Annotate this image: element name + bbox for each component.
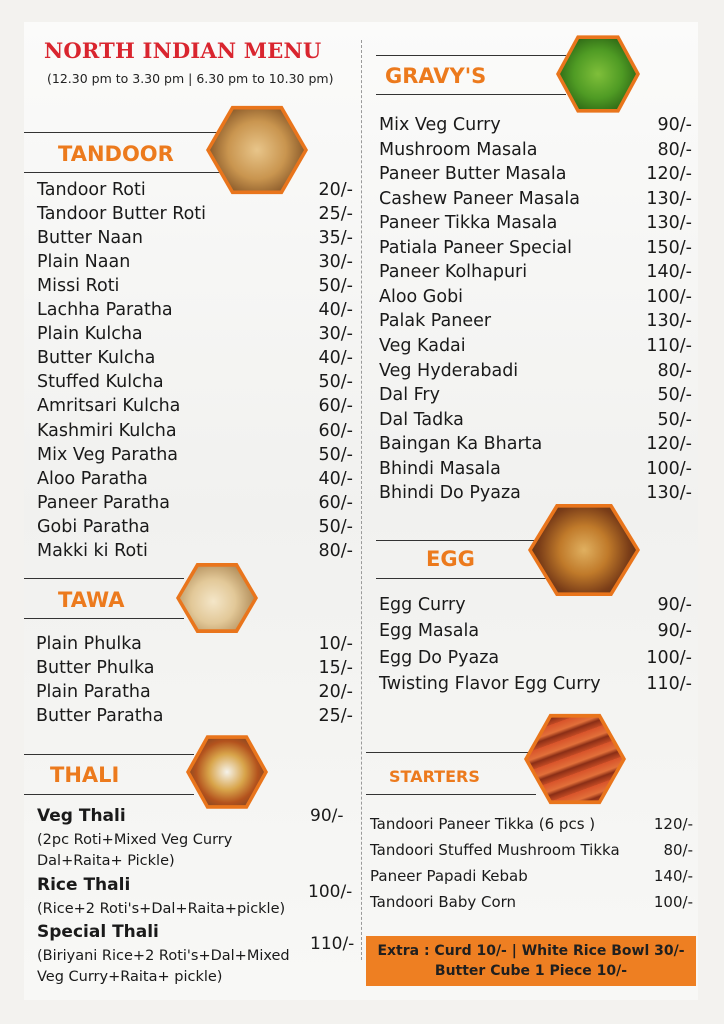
menu-item-price: 100/-: [646, 286, 692, 307]
menu-item: [37, 298, 353, 322]
extra-banner: [366, 936, 696, 986]
egg-line-bottom: [376, 578, 546, 579]
menu-item: [379, 187, 692, 211]
menu-item-price: 60/-: [318, 492, 353, 513]
menu-item-price: 30/-: [318, 324, 353, 345]
menu-item-price: 60/-: [318, 420, 353, 441]
menu-item-name: Veg Hyderabadi: [379, 360, 519, 381]
menu-item-price: 25/-: [318, 204, 353, 225]
menu-item-price: 40/-: [318, 300, 353, 321]
veg-thali-price: 90/-: [310, 806, 344, 826]
menu-item-price: 35/-: [318, 228, 353, 249]
menu-item-price: 50/-: [657, 385, 692, 406]
menu-item: [379, 432, 692, 456]
menu-item: [379, 138, 692, 162]
menu-item-name: Mix Veg Paratha: [37, 444, 179, 465]
menu-item: [37, 274, 353, 298]
menu-item-name: Egg Curry: [379, 595, 466, 615]
tawa-line: [24, 578, 184, 579]
menu-item-name: Plain Kulcha: [37, 324, 143, 345]
special-thali-desc-1: (Biriyani Rice+2 Roti's+Dal+Mixed: [37, 948, 290, 964]
menu-item-name: Mushroom Masala: [379, 139, 538, 160]
menu-item-price: 80/-: [657, 360, 692, 381]
menu-item-price: 120/-: [646, 164, 692, 185]
thali-line: [24, 754, 194, 755]
extra-line-2: Butter Cube 1 Piece 10/-: [434, 963, 628, 979]
menu-item-price: 50/-: [318, 276, 353, 297]
veg-thali-name: Veg Thali: [37, 806, 126, 826]
rice-thali-price: 100/-: [308, 882, 353, 902]
menu-item-name: Butter Phulka: [36, 658, 155, 679]
rice-thali-name: Rice Thali: [37, 875, 131, 895]
starters-line: [366, 752, 536, 753]
menu-item-price: 25/-: [318, 706, 353, 727]
menu-item: [379, 334, 692, 358]
menu-item: [36, 680, 353, 704]
menu-item-name: Butter Paratha: [36, 706, 164, 727]
menu-item: [37, 346, 353, 370]
menu-item-price: 130/-: [646, 213, 692, 234]
menu-item: [37, 419, 353, 443]
menu-item-price: 90/-: [657, 621, 692, 642]
menu-item-name: Tandoor Butter Roti: [37, 204, 207, 225]
menu-item: [379, 359, 692, 383]
menu-item: [370, 890, 693, 914]
menu-item-price: 130/-: [646, 311, 692, 332]
special-thali-price: 110/-: [310, 934, 355, 954]
tandoor-title: TANDOOR: [58, 142, 174, 166]
gravys-line: [376, 55, 566, 56]
menu-item-price: 140/-: [646, 262, 692, 283]
egg-title: EGG: [426, 547, 475, 571]
veg-thali-desc-1: (2pc Roti+Mixed Veg Curry: [37, 832, 233, 848]
menu-item-price: 30/-: [318, 252, 353, 273]
menu-item: [379, 309, 692, 333]
tawa-line-bottom: [24, 618, 184, 619]
menu-item-name: Bhindi Masala: [379, 458, 501, 479]
menu-item-name: Mix Veg Curry: [379, 115, 501, 135]
menu-item-price: 10/-: [318, 634, 353, 654]
menu-item-price: 80/-: [657, 139, 692, 160]
menu-item-price: 140/-: [653, 867, 693, 885]
special-thali-desc-2: Veg Curry+Raita+ pickle): [37, 969, 223, 985]
starters-title: STARTERS: [389, 767, 480, 786]
menu-item: [370, 864, 693, 888]
menu-item: [379, 162, 692, 186]
menu-item-name: Egg Masala: [379, 621, 480, 642]
menu-item-price: 40/-: [318, 468, 353, 489]
menu-item: [37, 178, 353, 202]
menu-item: [379, 113, 692, 137]
menu-item-name: Tandoor Roti: [37, 180, 146, 200]
menu-item-price: 50/-: [318, 372, 353, 393]
menu-item-name: Butter Kulcha: [37, 348, 156, 369]
menu-item-price: 120/-: [646, 434, 692, 455]
tandoor-line-bottom: [24, 172, 224, 173]
menu-item-price: 100/-: [646, 458, 692, 479]
starters-line-bottom: [366, 794, 536, 795]
menu-item-name: Amritsari Kulcha: [37, 396, 181, 417]
menu-item-price: 20/-: [318, 682, 353, 703]
veg-thali-desc-2: Dal+Raita+ Pickle): [37, 853, 175, 869]
menu-item-name: Egg Do Pyaza: [379, 647, 500, 668]
menu-item-price: 100/-: [653, 893, 693, 911]
menu-item-name: Cashew Paneer Masala: [379, 188, 580, 209]
menu-item-name: Missi Roti: [37, 276, 120, 297]
menu-item-name: Butter Naan: [37, 228, 143, 249]
extra-line-1: Extra : Curd 10/- | White Rice Bowl 30/-: [377, 943, 685, 959]
menu-item: [36, 656, 353, 680]
menu-item-price: 15/-: [318, 658, 353, 679]
menu-item: [37, 370, 353, 394]
menu-timing: (12.30 pm to 3.30 pm | 6.30 pm to 10.30 pm): [47, 71, 334, 86]
menu-item: [379, 408, 692, 432]
menu-item: [379, 672, 692, 696]
menu-item-price: 50/-: [318, 516, 353, 537]
menu-item: [37, 250, 353, 274]
menu-item-price: 120/-: [653, 815, 693, 833]
menu-item: [379, 211, 692, 235]
menu-item-price: 20/-: [318, 180, 353, 200]
menu-item-price: 80/-: [318, 540, 353, 561]
menu-item-name: Twisting Flavor Egg Curry: [379, 673, 601, 694]
menu-title: NORTH INDIAN MENU: [44, 38, 322, 63]
menu-item: [379, 285, 692, 309]
menu-item: [36, 632, 353, 656]
menu-item: [379, 236, 692, 260]
menu-item-name: Tandoori Baby Corn: [370, 893, 517, 911]
menu-item-name: Plain Paratha: [36, 682, 151, 703]
menu-item: [379, 646, 692, 670]
menu-item: [379, 260, 692, 284]
menu-item: [370, 838, 693, 862]
menu-item-name: Plain Phulka: [36, 634, 142, 654]
menu-item-name: Dal Fry: [379, 385, 440, 406]
menu-item-price: 40/-: [318, 348, 353, 369]
menu-item-name: Dal Tadka: [379, 409, 464, 430]
menu-item-name: Baingan Ka Bharta: [379, 434, 543, 455]
tandoor-line: [24, 132, 224, 133]
menu-item: [37, 491, 353, 515]
menu-item-name: Lachha Paratha: [37, 300, 173, 321]
menu-item: [37, 467, 353, 491]
menu-item-price: 90/-: [657, 595, 692, 615]
menu-item: [37, 394, 353, 418]
menu-item: [37, 202, 353, 226]
menu-item-price: 110/-: [646, 673, 692, 694]
menu-item-price: 80/-: [663, 841, 693, 859]
menu-item-price: 130/-: [646, 188, 692, 209]
menu-item: [37, 443, 353, 467]
column-divider: [361, 40, 362, 960]
menu-item-price: 110/-: [646, 335, 692, 356]
menu-item: [370, 812, 693, 836]
menu-item-name: Patiala Paneer Special: [379, 237, 573, 258]
menu-item-name: Aloo Gobi: [379, 286, 464, 307]
menu-item-name: Makki ki Roti: [37, 540, 148, 561]
menu-item: [379, 457, 692, 481]
menu-item-name: Tandoori Stuffed Mushroom Tikka: [370, 841, 620, 859]
menu-item-name: Paneer Papadi Kebab: [370, 867, 528, 885]
menu-item-name: Paneer Butter Masala: [379, 164, 567, 185]
menu-item-name: Stuffed Kulcha: [37, 372, 164, 393]
thali-title: THALI: [50, 763, 120, 787]
menu-item-price: 60/-: [318, 396, 353, 417]
gravys-title: GRAVY'S: [385, 64, 487, 88]
menu-item-name: Tandoori Paneer Tikka (6 pcs ): [370, 815, 596, 833]
menu-item: [37, 322, 353, 346]
menu-item-price: 90/-: [657, 115, 692, 135]
menu-item-name: Veg Kadai: [379, 335, 466, 356]
menu-item: [37, 226, 353, 250]
menu-item: [379, 593, 692, 617]
menu-item-name: Paneer Kolhapuri: [379, 262, 528, 283]
menu-item-name: Bhindi Do Pyaza: [379, 483, 521, 504]
menu-item-price: 100/-: [646, 647, 692, 668]
menu-item-name: Aloo Paratha: [37, 468, 148, 489]
special-thali-name: Special Thali: [37, 922, 159, 942]
menu-item-price: 150/-: [646, 237, 692, 258]
menu-item-price: 50/-: [318, 444, 353, 465]
menu-item-name: Paneer Paratha: [37, 492, 170, 513]
thali-line-bottom: [24, 794, 194, 795]
tawa-title: TAWA: [58, 588, 125, 612]
menu-item-name: Palak Paneer: [379, 311, 492, 332]
menu-item: [36, 704, 353, 728]
menu-item-name: Paneer Tikka Masala: [379, 213, 558, 234]
egg-line: [376, 540, 546, 541]
gravys-line-bottom: [376, 94, 566, 95]
menu-item: [379, 619, 692, 643]
menu-item-name: Plain Naan: [37, 252, 131, 273]
menu-item-name: Kashmiri Kulcha: [37, 420, 177, 441]
menu-item: [379, 481, 692, 505]
menu-item-name: Gobi Paratha: [37, 516, 150, 537]
menu-item-price: 130/-: [646, 483, 692, 504]
menu-item-price: 50/-: [657, 409, 692, 430]
menu-item: [37, 515, 353, 539]
rice-thali-desc-1: (Rice+2 Roti's+Dal+Raita+pickle): [37, 901, 286, 917]
menu-item: [37, 539, 353, 563]
menu-item: [379, 383, 692, 407]
